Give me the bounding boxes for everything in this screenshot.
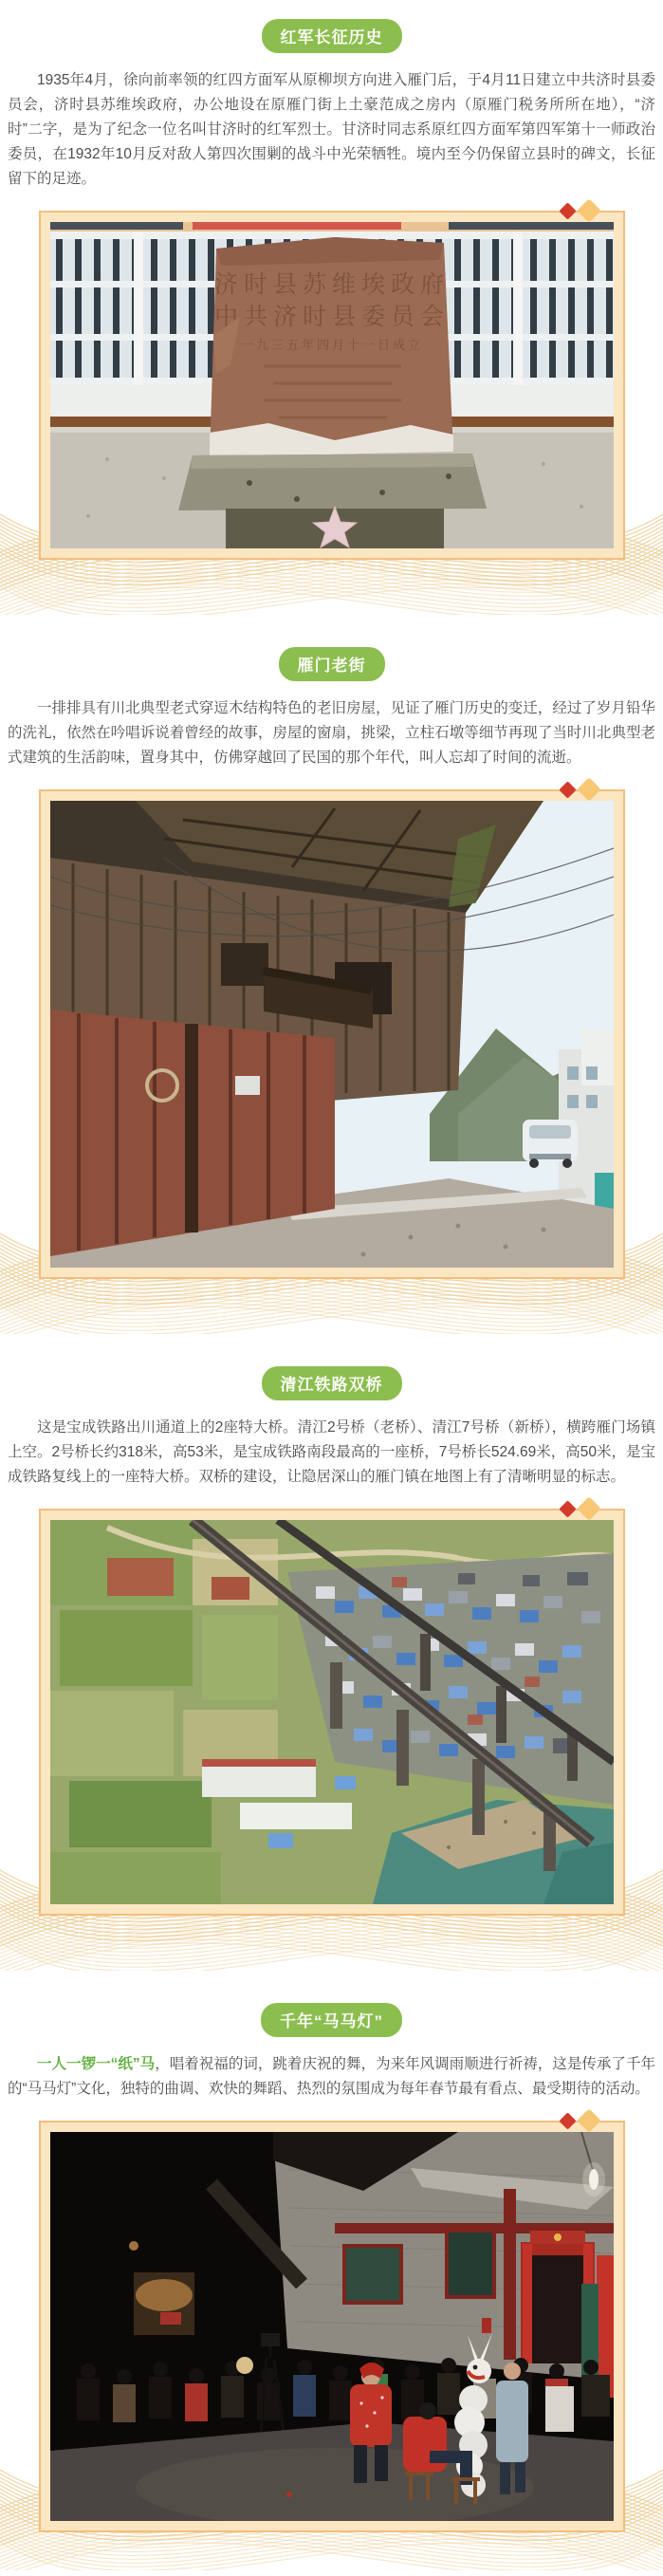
white-car [523,1120,578,1168]
photo-section [0,1509,663,1971]
photo-section [0,2121,663,2570]
section-red-army-history [0,19,663,615]
stele-inscription-line2: 中共济时县委员会 [213,304,450,330]
section-badge: 红军长征历史 [262,19,402,53]
orange-diamond-icon [577,1496,600,1520]
yanmen-old-street-photo[interactable] [50,801,614,1268]
section-mamadeng [0,2003,663,2570]
photo-frame [39,211,625,560]
section-paragraph [8,2052,655,2102]
paragraph-lead-green: 一人一锣一“纸”马 [37,2056,156,2072]
stone-stele [210,237,453,457]
paragraph-rest: ，唱着祝福的词，跳着庆祝的舞，为来年风调雨顺进行祈祷，这是传承了千年的“马马灯”文化，独特的曲调、欢快的舞蹈、热烈的氛围成为每年春节最有看点、最受期待的活动。 [8,2056,655,2097]
photo-section [0,789,663,1334]
section-old-street [0,647,663,1334]
photo-frame [39,1509,625,1916]
section-paragraph: 1935年4月，徐向前率领的红四方面军从原柳坝方向进入雁门后，于4月11日建立中共济时县委员会，济时县苏维埃政府，办公地设在原雁门街上土豪范成之房内（原雁门税务所所在地），“济时”二字，是为了纪念一位名叫甘济时的红军烈士。甘济时同志系原红四方面军第四军第十一师政治委员，在1932年10月反对敌人第四次围剿的战斗中光荣牺牲。境内至今仍保留立县时的碑文，长征留下的足迹。 [8,72,655,187]
stele-inscription-line3: 一九三五年四月十一日成立 [240,338,423,352]
photo-section [0,211,663,615]
orange-diamond-icon [577,777,600,801]
orange-diamond-icon [577,198,600,222]
suweiai-monument-photo[interactable] [50,222,614,548]
orange-diamond-icon [577,2108,600,2132]
photo-frame [39,789,625,1279]
red-diamond-icon [559,2112,576,2129]
mamadeng-performance-night-photo[interactable] [50,2132,614,2521]
stele-inscription-line1: 济时县苏维埃政府 [213,271,450,298]
photo-frame [39,2121,625,2532]
red-diamond-icon [559,202,576,219]
section-railway-bridges [0,1366,663,1971]
qingjiang-railway-bridges-aerial-photo[interactable] [50,1520,614,1904]
section-badge: 雁门老街 [279,647,385,681]
section-badge: 千年“马马灯” [261,2003,402,2037]
section-paragraph: 一排排具有川北典型老式穿逗木结构特色的老旧房屋，见证了雁门历史的变迁，经过了岁月铅华的洗礼，依然在吟唱诉说着曾经的故事，房屋的窗扇，挑梁，立柱石墩等细节再现了当时川北典型老式建筑的生活韵味，置身其中，仿佛穿越回了民国的那个年代，叫人忘却了时间的流逝。 [8,700,655,766]
red-diamond-icon [559,1500,576,1517]
section-badge: 清江铁路双桥 [262,1366,402,1400]
red-diamond-icon [559,781,576,798]
section-paragraph: 这是宝成铁路出川通道上的2座特大桥。清江2号桥（老桥）、清江7号桥（新桥），横跨雁门场镇上空。2号桥长约318米，高53米，是宝成铁路南段最高的一座桥，7号桥长524.69米，高50米，是宝成铁路复线上的一座特大桥。双桥的建设，让隐居深山的雁门镇在地图上有了清晰明显的标志。 [8,1419,655,1485]
